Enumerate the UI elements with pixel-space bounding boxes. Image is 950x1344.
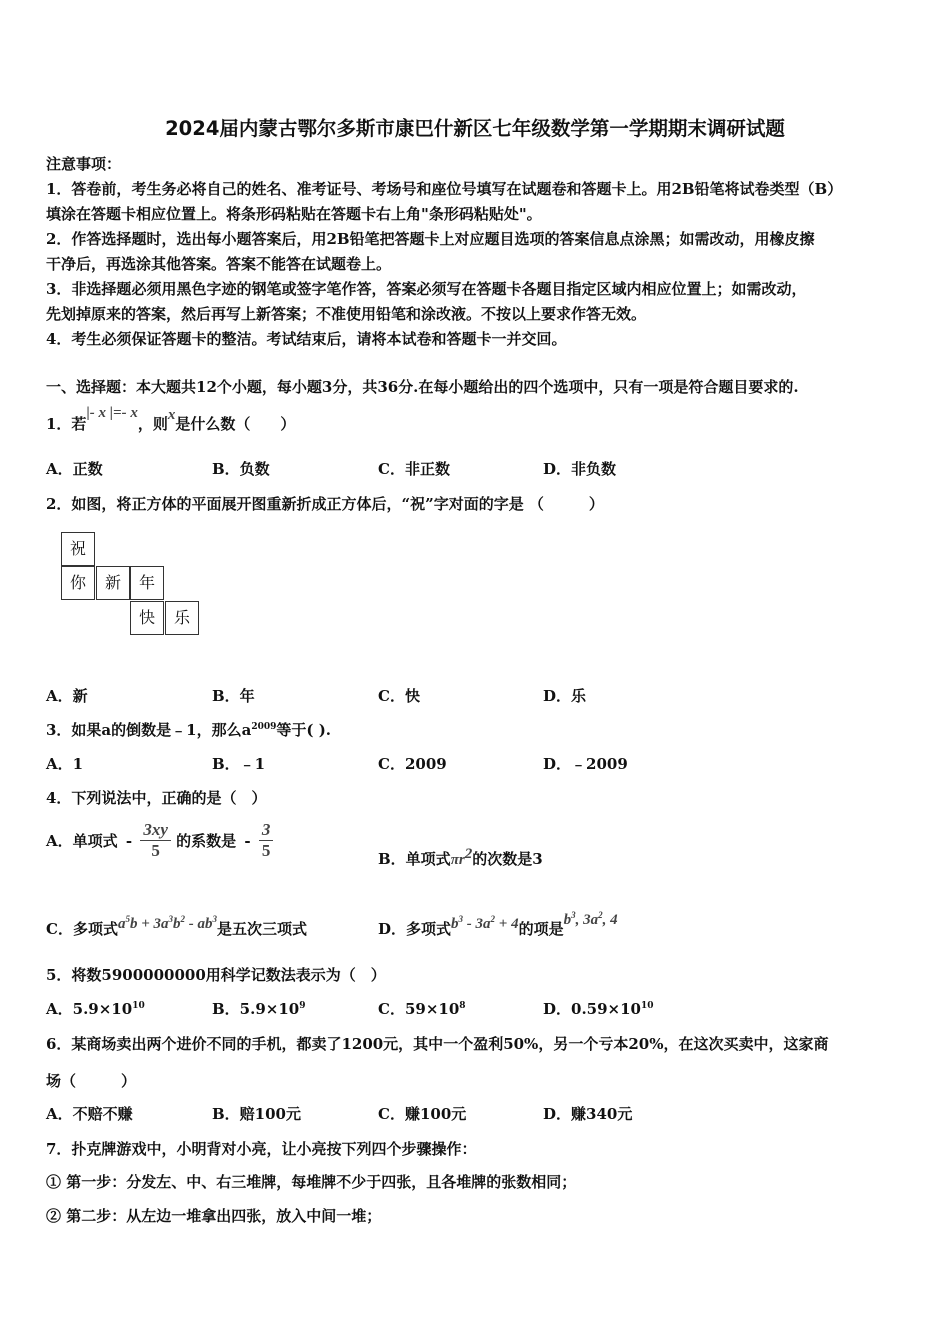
q6-option-c: C．赚100元 xyxy=(378,1105,467,1123)
question-5: 5．将数5900000000用科学记数法表示为（ ） xyxy=(46,966,386,984)
net-cell: 乐 xyxy=(165,601,199,635)
q4-option-b xyxy=(378,846,543,869)
q1-option-b: B．负数 xyxy=(212,460,270,478)
exam-title: 2024届内蒙古鄂尔多斯市康巴什新区七年级数学第一学期期末调研试题 xyxy=(165,117,785,140)
q4-b-exponent: 2 xyxy=(464,846,473,862)
q5-b-exp: 9 xyxy=(299,1001,306,1011)
q6-option-a: A．不赔不赚 xyxy=(46,1105,133,1123)
notice-line: 填涂在答题卡相应位置上。将条形码粘贴在答题卡右上角"条形码粘贴处"。 xyxy=(46,205,542,223)
q1-mid: ，则 xyxy=(137,415,168,433)
q5-option-b xyxy=(212,998,305,1019)
q1-variable: x xyxy=(167,407,176,423)
q4-c-suffix: 是五次三项式 xyxy=(217,920,308,938)
q5-a-base: A．5.9×10 xyxy=(46,1000,133,1018)
q4-a-minus2: - xyxy=(244,831,251,850)
section-heading: 一、选择题：本大题共12个小题，每小题3分，共36分.在每小题给出的四个选项中，只有一项是符合题目要求的. xyxy=(46,378,799,396)
q4-c-polynomial: $a^5b + 3a^3b^2 - ab^3$ xyxy=(117,914,218,932)
q1-option-d: D．非负数 xyxy=(543,460,617,478)
q4-option-a xyxy=(46,820,273,861)
notice-heading: 注意事项： xyxy=(46,155,122,173)
question-6-line1: 6．某商场卖出两个进价不同的手机，都卖了1200元，其中一个盈利50%，另一个亏本20%，在这次买卖中，这家商 xyxy=(46,1035,829,1053)
q3-prefix: 3．如果a的倒数是﹣1，那么a xyxy=(46,721,252,739)
q4-option-c xyxy=(46,914,308,939)
q5-a-exp: 10 xyxy=(132,1001,145,1011)
q2-option-b: B．年 xyxy=(212,687,255,705)
notice-line: 3．非选择题必须用黑色字迹的钢笔或签字笔作答，答案必须写在答题卡各题目指定区域内相应位置上；如需改动， xyxy=(46,280,807,298)
question-6-line2: 场（ ） xyxy=(46,1072,137,1090)
q4-a-fraction xyxy=(140,820,171,861)
q2-option-d: D．乐 xyxy=(543,687,587,705)
q4-a-numerator: 3xy xyxy=(140,820,171,841)
q3-option-a: A．1 xyxy=(46,755,84,773)
q4-a-denominator2: 5 xyxy=(261,841,271,860)
notice-line: 2．作答选择题时，选出每小题答案后，用2B铅笔把答题卡上对应题目选项的答案信息点涂黑；如需改动，用橡皮擦 xyxy=(46,230,815,248)
q4-d-prefix: D．多项式 xyxy=(378,920,452,938)
net-cell: 祝 xyxy=(61,532,95,566)
q5-option-c xyxy=(378,998,466,1019)
q5-c-base: C．59×10 xyxy=(378,1000,460,1018)
q4-b-suffix: 的次数是3 xyxy=(472,850,543,868)
q6-option-d: D．赚340元 xyxy=(543,1105,633,1123)
q3-option-c: C．2009 xyxy=(378,755,447,773)
q3-option-d: D．﹣2009 xyxy=(543,755,628,773)
notice-line: 1．答卷前，考生务必将自己的姓名、准考证号、考场号和座位号填写在试题卷和答题卡上。用2B铅笔将试卷类型（B） xyxy=(46,180,843,198)
q4-d-polynomial: $b^3 - 3a^2 + 4$ xyxy=(451,914,519,932)
q4-option-d xyxy=(378,910,618,939)
net-cell: 新 xyxy=(96,566,130,600)
q5-c-exp: 8 xyxy=(459,1001,466,1011)
q2-option-a: A．新 xyxy=(46,687,88,705)
q1-prefix: 1．若 xyxy=(46,415,87,433)
q4-a-prefix: A．单项式 xyxy=(46,832,118,850)
q5-d-base: D．0.59×10 xyxy=(543,1000,641,1018)
q3-exponent: 2009 xyxy=(251,722,277,732)
q4-c-prefix: C．多项式 xyxy=(46,920,118,938)
q4-a-numerator2: 3 xyxy=(259,820,274,841)
q5-d-exp: 10 xyxy=(640,1001,654,1011)
q7-step-1: ① 第一步：分发左、中、右三堆牌，每堆牌不少于四张，且各堆牌的张数相同； xyxy=(46,1173,577,1191)
q3-suffix: 等于( ). xyxy=(276,721,332,739)
q3-option-b: B．﹣1 xyxy=(212,755,266,773)
q5-b-base: B．5.9×10 xyxy=(212,1000,300,1018)
q1-option-c: C．非正数 xyxy=(378,460,450,478)
question-3 xyxy=(46,719,331,740)
q5-option-d xyxy=(543,998,654,1019)
q6-option-b: B．赔100元 xyxy=(212,1105,301,1123)
q1-option-a: A．正数 xyxy=(46,460,103,478)
q4-a-mid: 的系数是 xyxy=(176,832,237,850)
q4-a-denominator: 5 xyxy=(151,841,160,860)
question-4: 4．下列说法中，正确的是（ ） xyxy=(46,789,267,807)
notice-line: 先划掉原来的答案，然后再写上新答案；不准使用铅笔和涂改液。不按以上要求作答无效。 xyxy=(46,305,647,323)
net-cell: 年 xyxy=(130,566,164,600)
net-cell: 快 xyxy=(130,601,164,635)
q4-b-prefix: B．单项式 xyxy=(378,850,451,868)
notice-line: 4．考生必须保证答题卡的整洁。考试结束后，请将本试卷和答题卡一并交回。 xyxy=(46,330,567,348)
net-cell: 你 xyxy=(61,566,95,600)
q4-d-mid: 的项是 xyxy=(518,920,564,938)
notice-line: 干净后，再选涂其他答案。答案不能答在试题卷上。 xyxy=(46,255,392,273)
question-2: 2．如图，将正方体的平面展开图重新折成正方体后，“祝”字对面的字是 （ ） xyxy=(46,495,604,513)
q5-option-a xyxy=(46,998,145,1019)
q4-d-terms: $b^3$, $3a^2$, 4 xyxy=(563,910,618,928)
q4-b-expression: πr xyxy=(450,852,465,868)
q4-a-fraction2 xyxy=(259,820,274,861)
q1-suffix: 是什么数（ ） xyxy=(175,415,296,433)
q2-option-c: C．快 xyxy=(378,687,420,705)
q1-expression: |- x |=- x xyxy=(86,405,138,421)
q4-a-minus: - xyxy=(125,831,133,850)
question-7: 7．扑克牌游戏中，小明背对小亮，让小亮按下列四个步骤操作： xyxy=(46,1140,477,1158)
question-1 xyxy=(46,405,296,434)
q7-step-2: ② 第二步：从左边一堆拿出四张，放入中间一堆； xyxy=(46,1207,382,1225)
